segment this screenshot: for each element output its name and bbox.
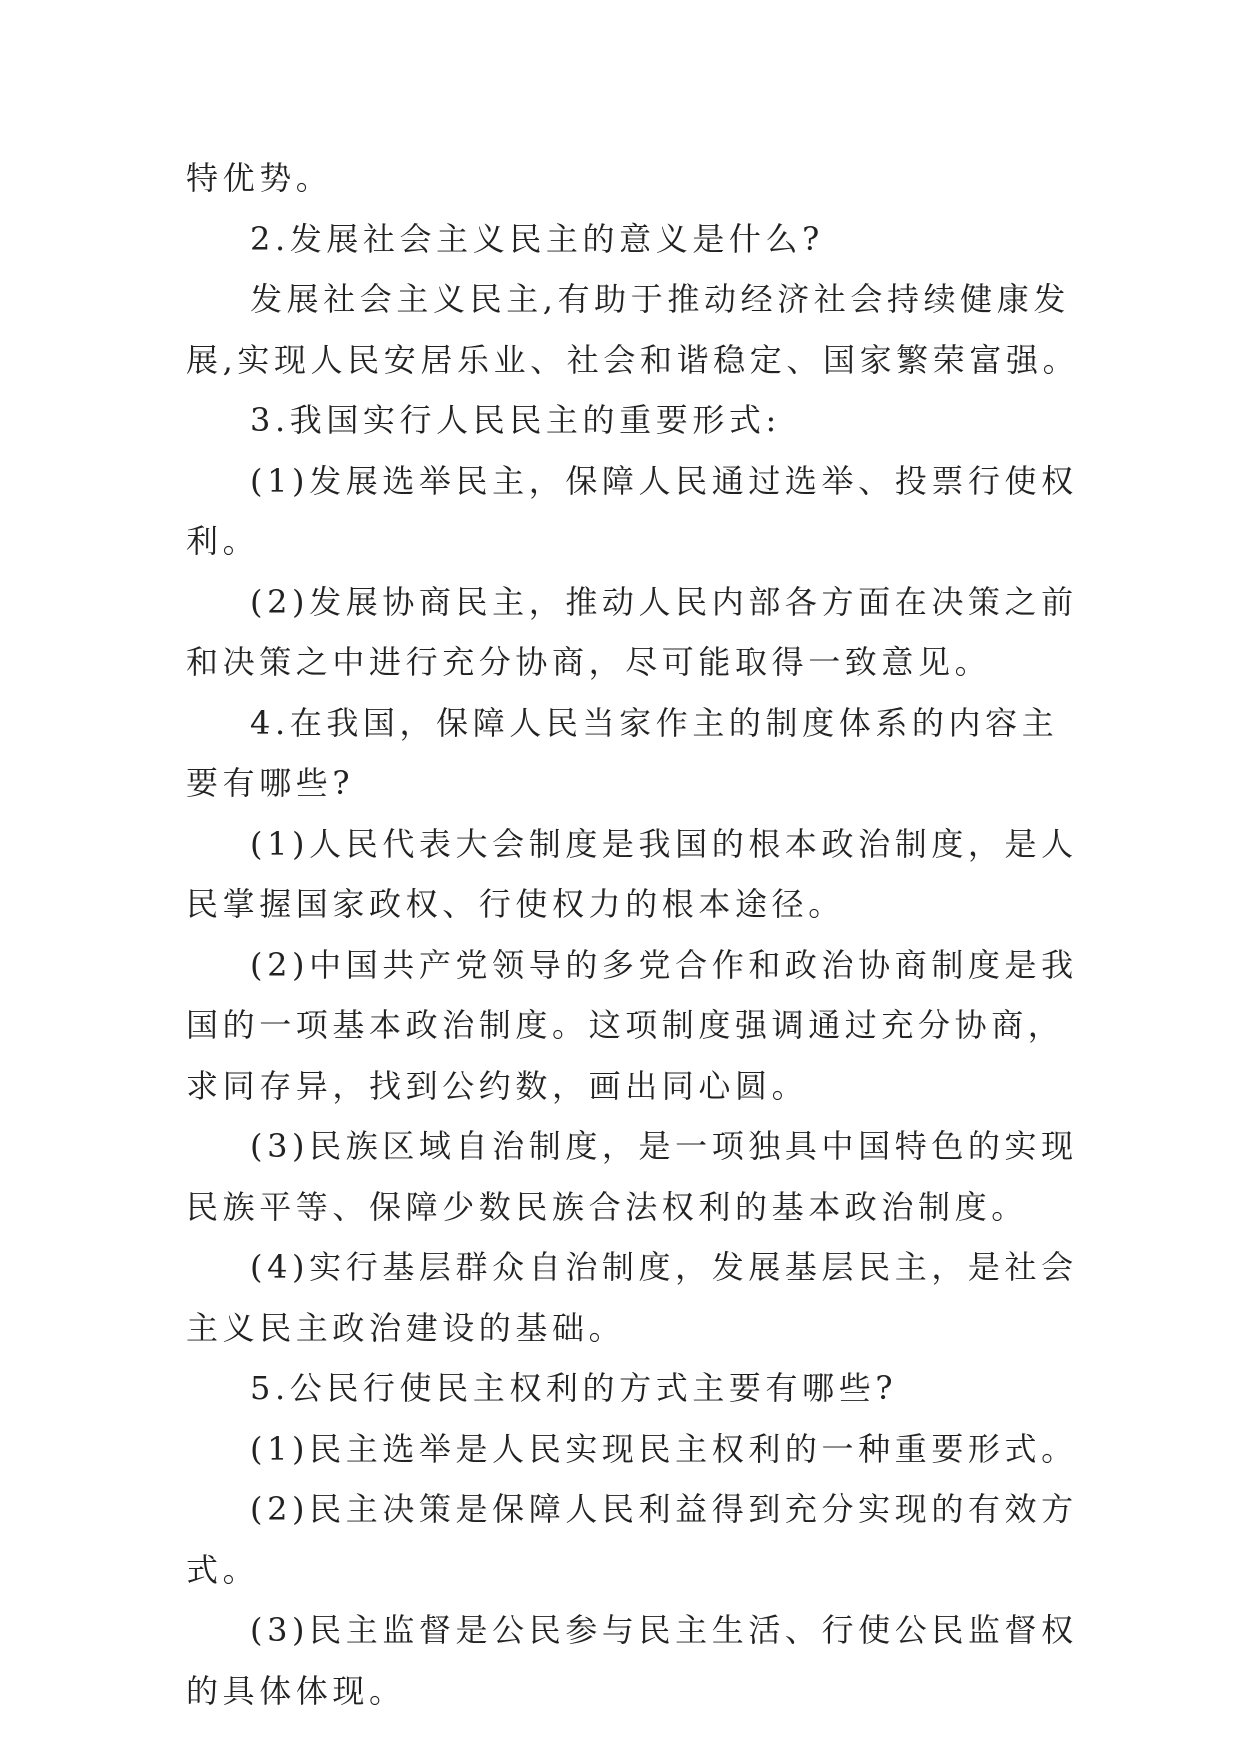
answer-5-item-1: (1)民主选举是人民实现民主权利的一种重要形式。 (250, 1429, 1078, 1468)
answer-3-item-2: (2)发展协商民主，推动人民内部各方面在决策之前和决策之中进行充分协商，尽可能取得一致意见。 (186, 582, 1078, 681)
answer-2: 发展社会主义民主,有助于推动经济社会持续健康发展,实现人民安居乐业、社会和谐稳定、国家繁荣富强。 (186, 280, 1080, 379)
answer-5-item-2: (2)民主决策是保障人民利益得到充分实现的有效方式。 (186, 1490, 1078, 1589)
answer-4-item-3: (3)民族区域自治制度，是一项独具中国特色的实现民族平等、保障少数民族合法权利的基本政治制度。 (186, 1127, 1078, 1226)
answer-5-item-3: (3)民主监督是公民参与民主生活、行使公民监督权的具体体现。 (186, 1611, 1078, 1710)
question-4: 4.在我国，保障人民当家作主的制度体系的内容主要有哪些? (186, 703, 1059, 802)
answer-4-item-4: (4)实行基层群众自治制度，发展基层民主，是社会主义民主政治建设的基础。 (186, 1248, 1078, 1347)
answer-4-item-2: (2)中国共产党领导的多党合作和政治协商制度是我国的一项基本政治制度。这项制度强调通过充分协商，求同存异，找到公约数，画出同心圆。 (186, 945, 1078, 1105)
question-2: 2.发展社会主义民主的意义是什么? (250, 219, 824, 258)
paragraph-continuation: 特优势。 (186, 159, 333, 197)
answer-3-item-1: (1)发展选举民主，保障人民通过选举、投票行使权利。 (186, 461, 1078, 560)
document-body (186, 148, 1086, 1721)
answer-4-item-1: (1)人民代表大会制度是我国的根本政治制度，是人民掌握国家政权、行使权力的根本途径。 (186, 824, 1078, 923)
question-5: 5.公民行使民主权利的方式主要有哪些? (250, 1369, 898, 1407)
question-3: 3.我国实行人民民主的重要形式: (250, 401, 781, 439)
